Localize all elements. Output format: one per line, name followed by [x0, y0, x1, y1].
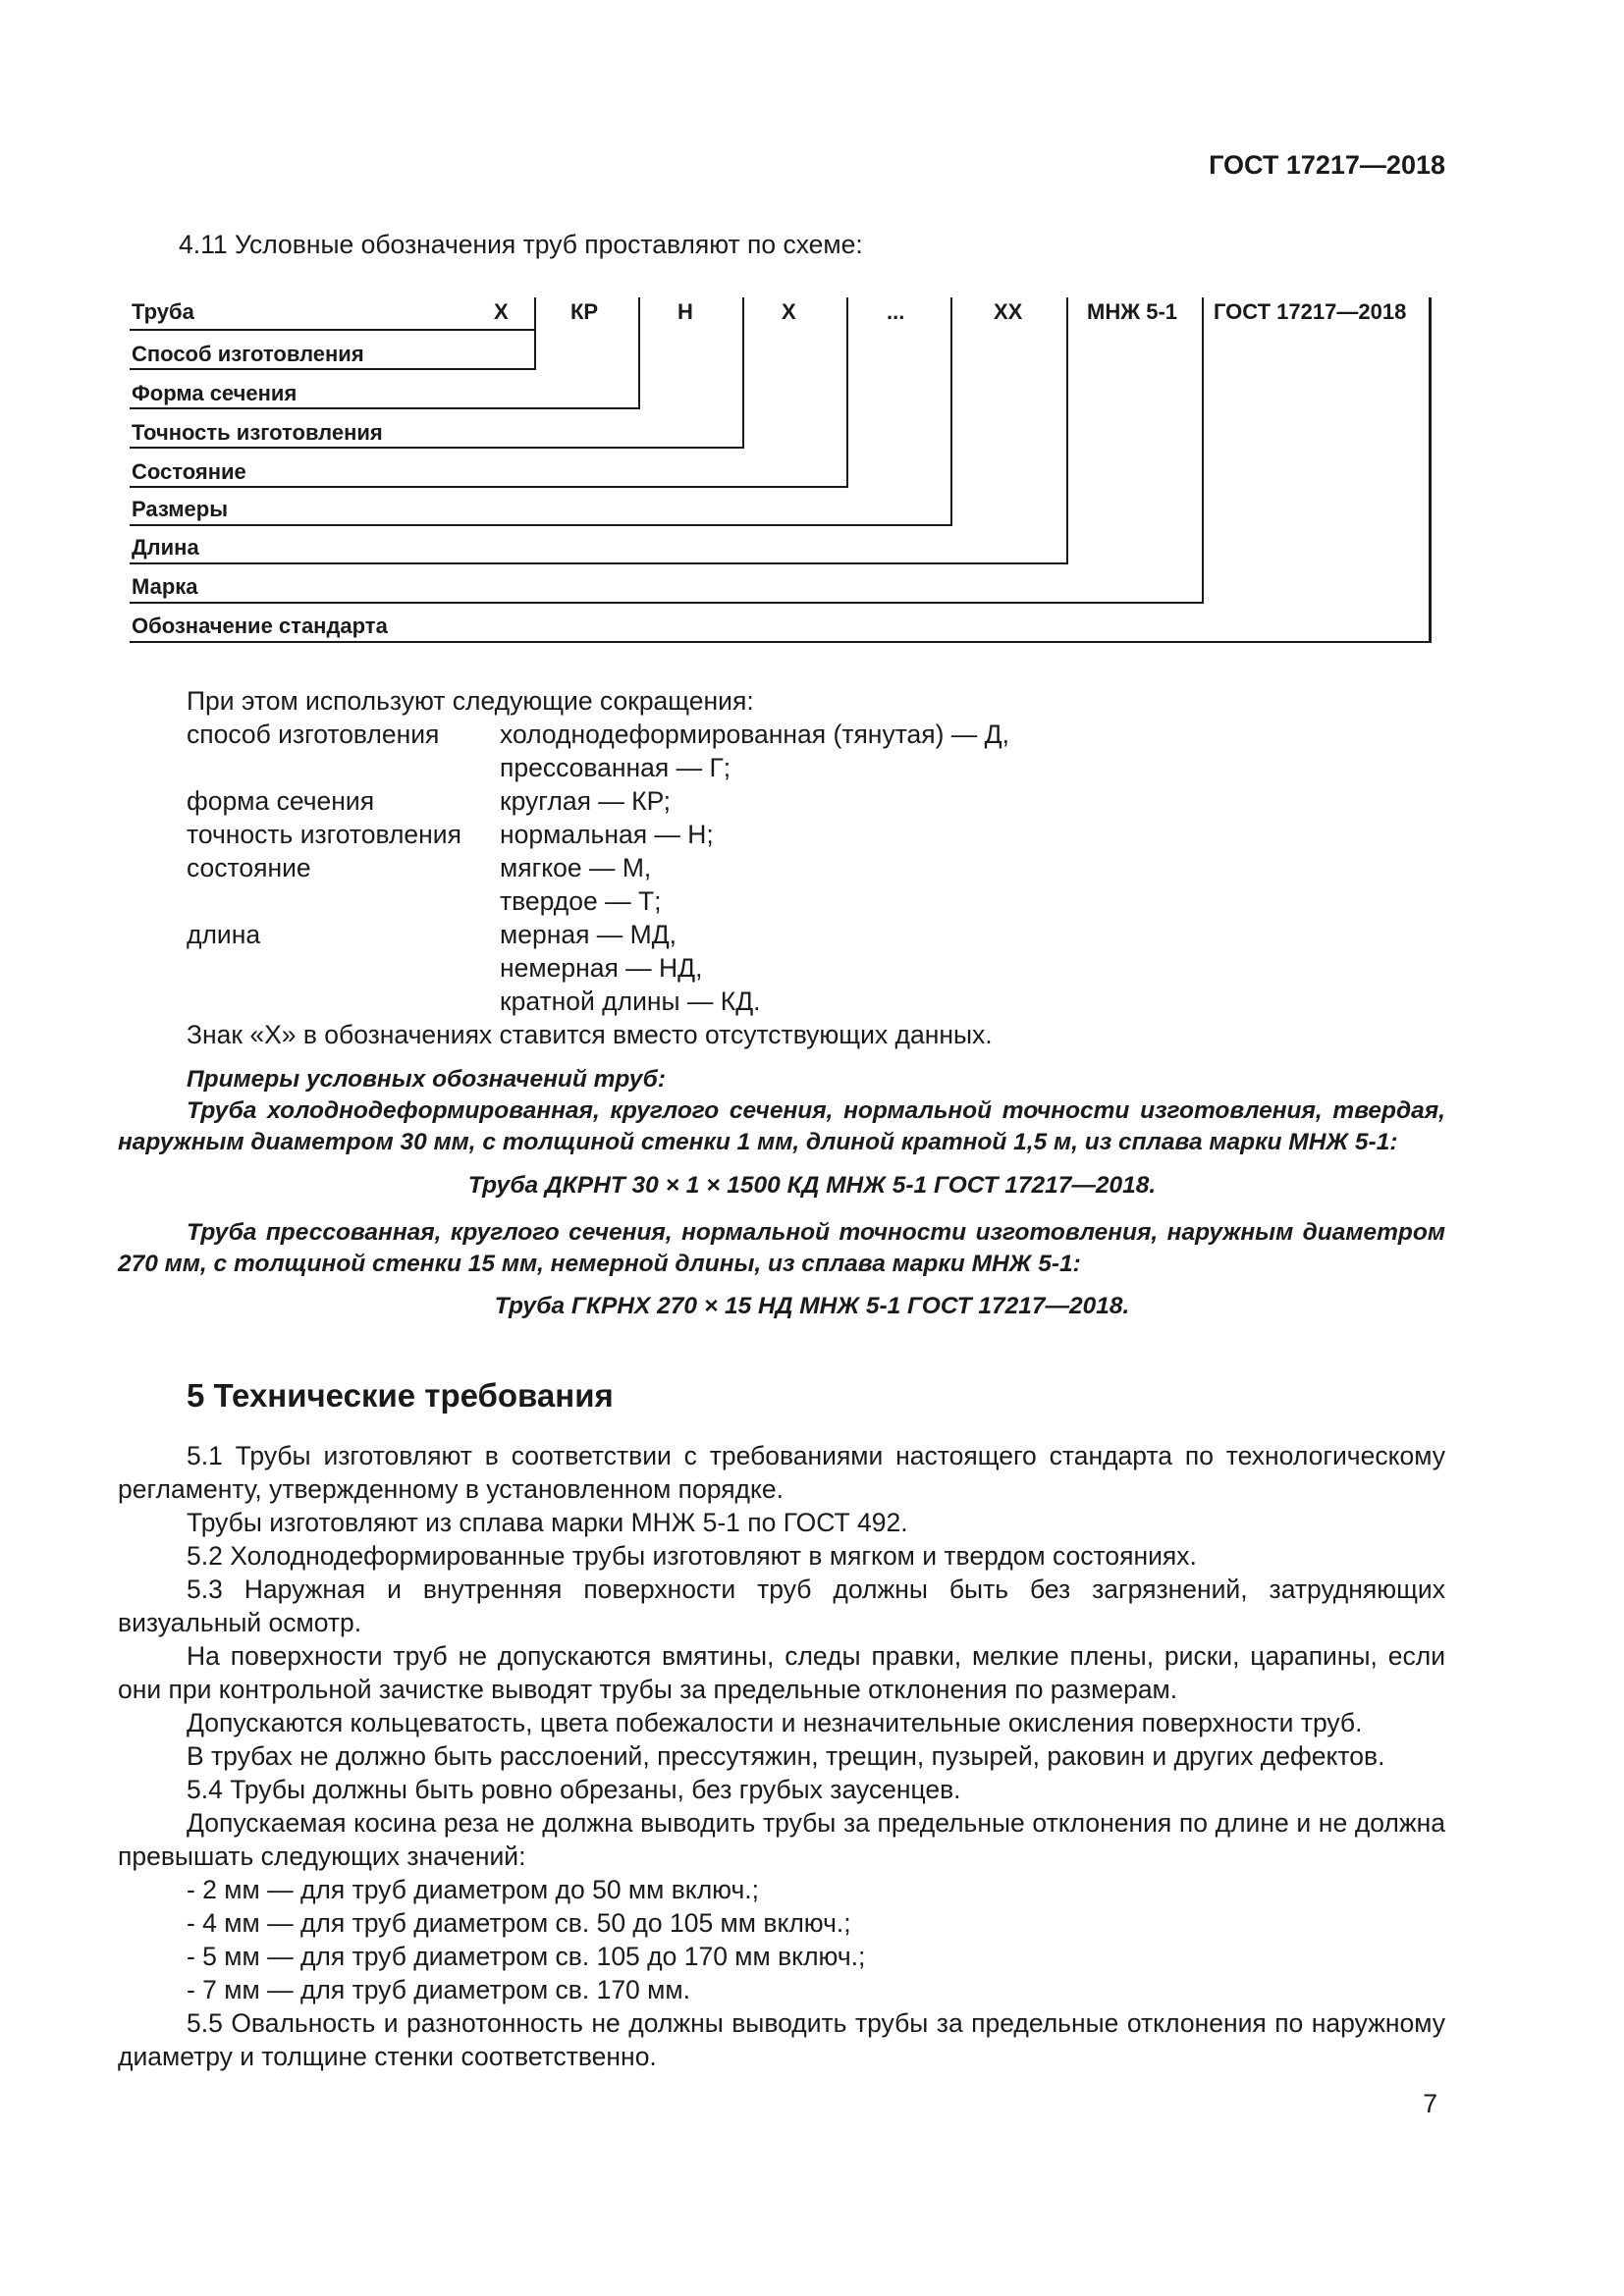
- abbrev-intro: При этом используют следующие сокращения:: [187, 686, 754, 716]
- scheme-label-accuracy: Точность изготовления: [132, 420, 383, 445]
- scheme-rule: [130, 486, 848, 488]
- abbrev-value: холоднодеформированная (тянутая) — Д,: [500, 720, 1009, 749]
- abbrev-note: Знак «Х» в обозначениях ставится вместо отсутствующих данных.: [187, 1020, 993, 1049]
- scheme-label-grade: Марка: [132, 574, 198, 599]
- scheme-code-grade: МНЖ 5-1: [1087, 299, 1178, 324]
- scheme-rule: [130, 524, 952, 526]
- scheme-rule: [130, 329, 534, 331]
- scheme-code-accuracy: Н: [677, 299, 693, 324]
- scheme-label-standard: Обозначение стандарта: [132, 614, 388, 638]
- scheme-label-state: Состояние: [132, 459, 246, 484]
- abbrev-term: точность изготовления: [187, 820, 461, 849]
- example-1-code: Труба ДКРНТ 30 × 1 × 1500 КД МНЖ 5-1 ГОСТ 17217—2018.: [467, 1172, 1157, 1199]
- scheme-code-standard: ГОСТ 17217—2018: [1214, 299, 1407, 324]
- scheme-divider: [1066, 297, 1068, 564]
- scheme-code-state: Х: [782, 299, 796, 324]
- examples-title: Примеры условных обозначений труб:: [187, 1066, 666, 1093]
- paragraph-5-1: 5.1 Трубы изготовляют в соответствии с требованиями настоящего стандарта по технологическому регламенту, утвержденному в установленном порядке.: [118, 1441, 1445, 1504]
- abbrev-value: твердое — Т;: [500, 886, 662, 916]
- list-item: - 2 мм — для труб диаметром до 50 мм включ.;: [187, 1875, 759, 1904]
- scheme-label-sizes: Размеры: [132, 497, 229, 521]
- scheme-divider: [1202, 297, 1204, 604]
- scheme-rule: [130, 368, 536, 370]
- scheme-code-truba: Труба: [132, 299, 194, 324]
- paragraph-5-3-dents: На поверхности труб не допускаются вмятины, следы правки, мелкие плены, риски, царапины, если они при контрольной зачистке выводят трубы за предельные отклонения по размерам.: [118, 1641, 1445, 1704]
- abbrev-term: форма сечения: [187, 786, 375, 816]
- scheme-code-shape: КР: [570, 299, 599, 324]
- abbrev-value: нормальная — Н;: [500, 820, 714, 849]
- example-2-code: Труба ГКРНХ 270 × 15 НД МНЖ 5-1 ГОСТ 17217—2018.: [494, 1293, 1130, 1319]
- abbrev-term: состояние: [187, 853, 311, 882]
- paragraph-5-3: 5.3 Наружная и внутренняя поверхности труб должны быть без загрязнений, затрудняющих визуальный осмотр.: [118, 1575, 1445, 1637]
- abbrev-value: немерная — НД,: [500, 953, 703, 983]
- abbrev-term: способ изготовления: [187, 720, 440, 749]
- scheme-rule: [130, 641, 1431, 643]
- paragraph-5-4-cut: Допускаемая косина реза не должна выводить трубы за предельные отклонения по длине и не должна превышать следующих значений:: [118, 1808, 1445, 1871]
- scheme-divider: [534, 297, 536, 370]
- abbrev-value: мерная — МД,: [500, 920, 677, 949]
- abbrev-value: прессованная — Г;: [500, 753, 731, 782]
- example-1-text: Труба холоднодеформированная, круглого сечения, нормальной точности изготовления, твердая, наружным диаметром 30 мм, с толщиной стенки 1 мм, длиной кратной 1,5 м, из сплава марки МНЖ 5-1:: [118, 1097, 1445, 1155]
- scheme-divider: [950, 297, 952, 526]
- scheme-rule: [130, 602, 1204, 604]
- scheme-rule: [130, 562, 1068, 564]
- abbrev-value: круглая — КР;: [500, 786, 672, 816]
- scheme-divider: [846, 297, 848, 488]
- section-5-title: 5 Технические требования: [187, 1377, 614, 1414]
- paragraph-5-5: 5.5 Овальность и разнотонность не должны выводить трубы за предельные отклонения по наружному диаметру и толщине стенки соответственно.: [118, 2008, 1445, 2071]
- paragraph-5-3-defects: В трубах не должно быть расслоений, прессутяжин, трещин, пузырей, раковин и других дефектов.: [187, 1741, 1385, 1771]
- page-number: 7: [1423, 2089, 1437, 2118]
- scheme-label-shape: Форма сечения: [132, 381, 298, 405]
- abbrev-value: мягкое — М,: [500, 853, 652, 882]
- paragraph-5-2: 5.2 Холоднодеформированные трубы изготовляют в мягком и твердом состояниях.: [187, 1541, 1197, 1571]
- scheme-divider: [742, 297, 744, 449]
- scheme-code-method: Х: [494, 299, 509, 324]
- scheme-rule: [130, 407, 640, 409]
- scheme-divider: [638, 297, 640, 409]
- scheme-rule: [130, 447, 744, 449]
- paragraph-4-11: 4.11 Условные обозначения труб проставляют по схеме:: [179, 230, 863, 259]
- scheme-label-length: Длина: [132, 535, 199, 560]
- scheme-code-length: ХХ: [994, 299, 1023, 324]
- scheme-divider: [1429, 297, 1432, 643]
- list-item: - 4 мм — для труб диаметром св. 50 до 105 мм включ.;: [187, 1908, 851, 1938]
- document-code-header: ГОСТ 17217—2018: [1209, 150, 1445, 180]
- abbrev-term: длина: [187, 920, 261, 949]
- paragraph-5-1-alloy: Трубы изготовляют из сплава марки МНЖ 5-1 по ГОСТ 492.: [187, 1508, 908, 1537]
- example-2-text: Труба прессованная, круглого сечения, нормальной точности изготовления, наружным диаметром 270 мм, с толщиной стенки 15 мм, немерной длины, из сплава марки МНЖ 5-1:: [118, 1219, 1445, 1277]
- scheme-code-sizes: ...: [887, 299, 905, 324]
- paragraph-5-4: 5.4 Трубы должны быть ровно обрезаны, без грубых заусенцев.: [187, 1775, 961, 1804]
- scheme-label-method: Способ изготовления: [132, 342, 364, 366]
- list-item: - 7 мм — для труб диаметром св. 170 мм.: [187, 1975, 690, 2004]
- list-item: - 5 мм — для труб диаметром св. 105 до 170 мм включ.;: [187, 1942, 866, 1971]
- paragraph-5-3-allowed: Допускаются кольцеватость, цвета побежалости и незначительные окисления поверхности труб.: [187, 1708, 1363, 1737]
- abbrev-value: кратной длины — КД.: [500, 987, 761, 1016]
